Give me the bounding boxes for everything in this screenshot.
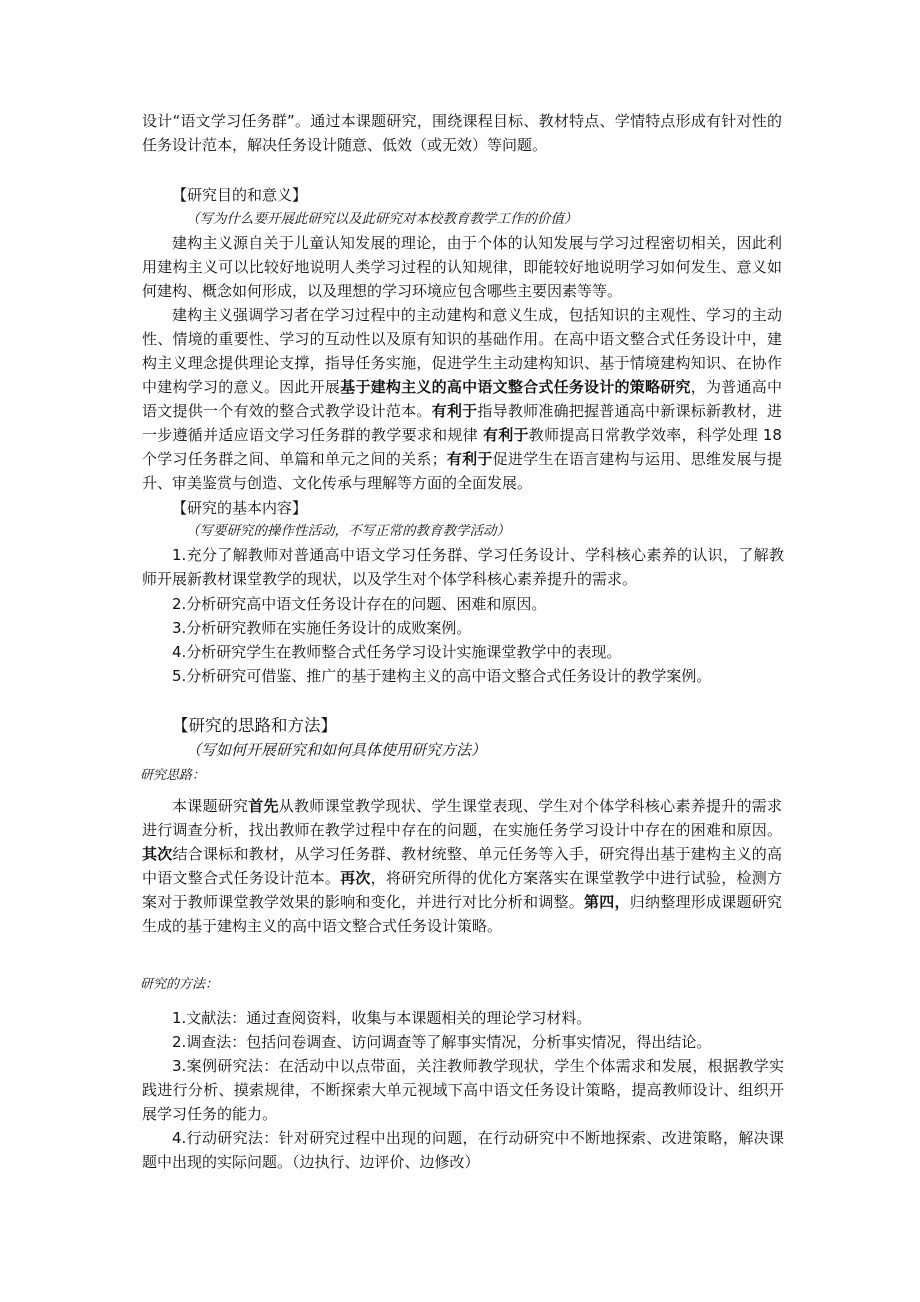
research-ideas-paragraph <box>142 794 782 938</box>
content-item-5: 5.分析研究可借鉴、推广的基于建构主义的高中语文整合式任务设计的教学案例。 <box>172 667 712 685</box>
benefit-bold-1: 有利于 <box>431 402 478 420</box>
label-research-methods: 研究的方法： <box>140 977 219 992</box>
section-heading-content: 【研究的基本内容】 <box>172 499 308 517</box>
method-item-3: 3.案例研究法：在活动中以点带面，关注教师教学现状，学生个体需求和发展，根据教学实践进行分析、摸索规律，不断探索大单元视域下高中语文任务设计策略，提高教师设计、组织开展学习任务的能力。 <box>142 1057 784 1123</box>
benefit-bold-2: 有利于 <box>482 426 529 444</box>
method-item-4: 4.行动研究法：针对研究过程中出现的问题，在行动研究中不断地探索、改进策略，解决课题中出现的实际问题。（边执行、边评价、边修改） <box>142 1129 784 1171</box>
ideas-bold-second: 其次 <box>142 845 173 863</box>
section-note-purpose: （写为什么要开展此研究以及此研究对本校教育教学工作的价值） <box>186 211 578 227</box>
label-research-ideas: 研究思路： <box>140 768 206 783</box>
content-item-2: 2.分析研究高中语文任务设计存在的问题、困难和原因。 <box>172 595 547 613</box>
purpose-paragraph-2 <box>142 303 782 495</box>
ideas-text: 结合课标和教材，从学习任务群、教材统整、单元任务等入手，研究得出基于建构主义的高中语文整合式任务设计范本。 <box>142 845 782 887</box>
ideas-bold-third: 再次 <box>340 869 371 887</box>
section-heading-purpose: 【研究目的和意义】 <box>172 186 308 204</box>
benefit-bold-3: 有利于 <box>446 450 493 468</box>
ideas-text: ，将研究所得的优化方案落实在课堂教学中进行试验，检测方案对于教师课堂教学效果的影响和变化，并进行对比分析和调整。 <box>142 869 782 911</box>
purpose-paragraph-1: 建构主义源自关于儿童认知发展的理论，由于个体的认知发展与学习过程密切相关，因此利用建构主义可以比较好地说明人类学习过程的认知规律，即能较好地说明学习如何发生、意义如何建构、概念如何形成，以及理想的学习环境应包含哪些主要因素等等。 <box>142 234 782 300</box>
purpose-text: 指导教师准确把握普通高中新课标新教材，进一步遵循并适应语文学习任务群的教学要求和规律 <box>142 402 782 444</box>
ideas-bold-fourth: 第四， <box>584 893 630 911</box>
intro-paragraph: 设计“语文学习任务群”。通过本课题研究，围绕课程目标、教材特点、学情特点形成有针对性的任务设计范本，解决任务设计随意、低效（或无效）等问题。 <box>142 112 782 154</box>
content-item-1: 1.充分了解教师对普通高中语文学习任务群、学习任务设计、学科核心素养的认识，了解教师开展新教材课堂教学的现状，以及学生对个体学科核心素养提升的需求。 <box>142 546 784 588</box>
method-item-2: 2.调查法：包括问卷调查、访问调查等了解事实情况，分析事实情况，得出结论。 <box>172 1033 712 1051</box>
content-item-4: 4.分析研究学生在教师整合式任务学习设计实施课堂教学中的表现。 <box>172 643 622 661</box>
section-heading-approach: 【研究的思路和方法】 <box>172 716 337 735</box>
section-note-approach: （写如何开展研究和如何具体使用研究方法） <box>186 741 487 759</box>
method-item-1: 1.文献法：通过查阅资料，收集与本课题相关的理论学习材料。 <box>172 1009 592 1027</box>
purpose-text: 教师提高日常教学效率，科学处理 18 个学习任务群之间、单篇和单元之间的关系； <box>142 426 782 468</box>
section-note-content: （写要研究的操作性活动，不写正常的教育教学活动） <box>186 523 510 539</box>
purpose-text: 促进学生在语言建构与运用、思维发展与提升、审美鉴赏与创造、文化传承与理解等方面的全面发展。 <box>142 450 782 492</box>
ideas-text: 本课题研究 <box>172 797 249 815</box>
research-title-bold: 基于建构主义的高中语文整合式任务设计的策略研究 <box>340 378 691 396</box>
purpose-text: 建构主义强调学习者在学习过程中的主动建构和意义生成，包括知识的主观性、学习的主动性、情境的重要性、学习的互动性以及原有知识的基础作用。在高中语文整合式任务设计中，建构主义理念提供理论支撑，指导任务实施，促进学生主动建构知识、基于情境建构知识、在协作中建构学习的意义。因此开展 <box>142 306 782 396</box>
ideas-bold-first: 首先 <box>248 797 279 815</box>
ideas-text: 归纳整理形成课题研究生成的基于建构主义的高中语文整合式任务设计策略。 <box>142 893 782 935</box>
purpose-text: ，为普通高中语文提供一个有效的整合式教学设计范本。 <box>142 378 782 420</box>
content-item-3: 3.分析研究教师在实施任务设计的成败案例。 <box>172 619 472 637</box>
ideas-text: 从教师课堂教学现状、学生课堂表现、学生对个体学科核心素养提升的需求进行调查分析，找出教师在教学过程中存在的问题，在实施任务学习设计中存在的困难和原因。 <box>142 797 782 839</box>
